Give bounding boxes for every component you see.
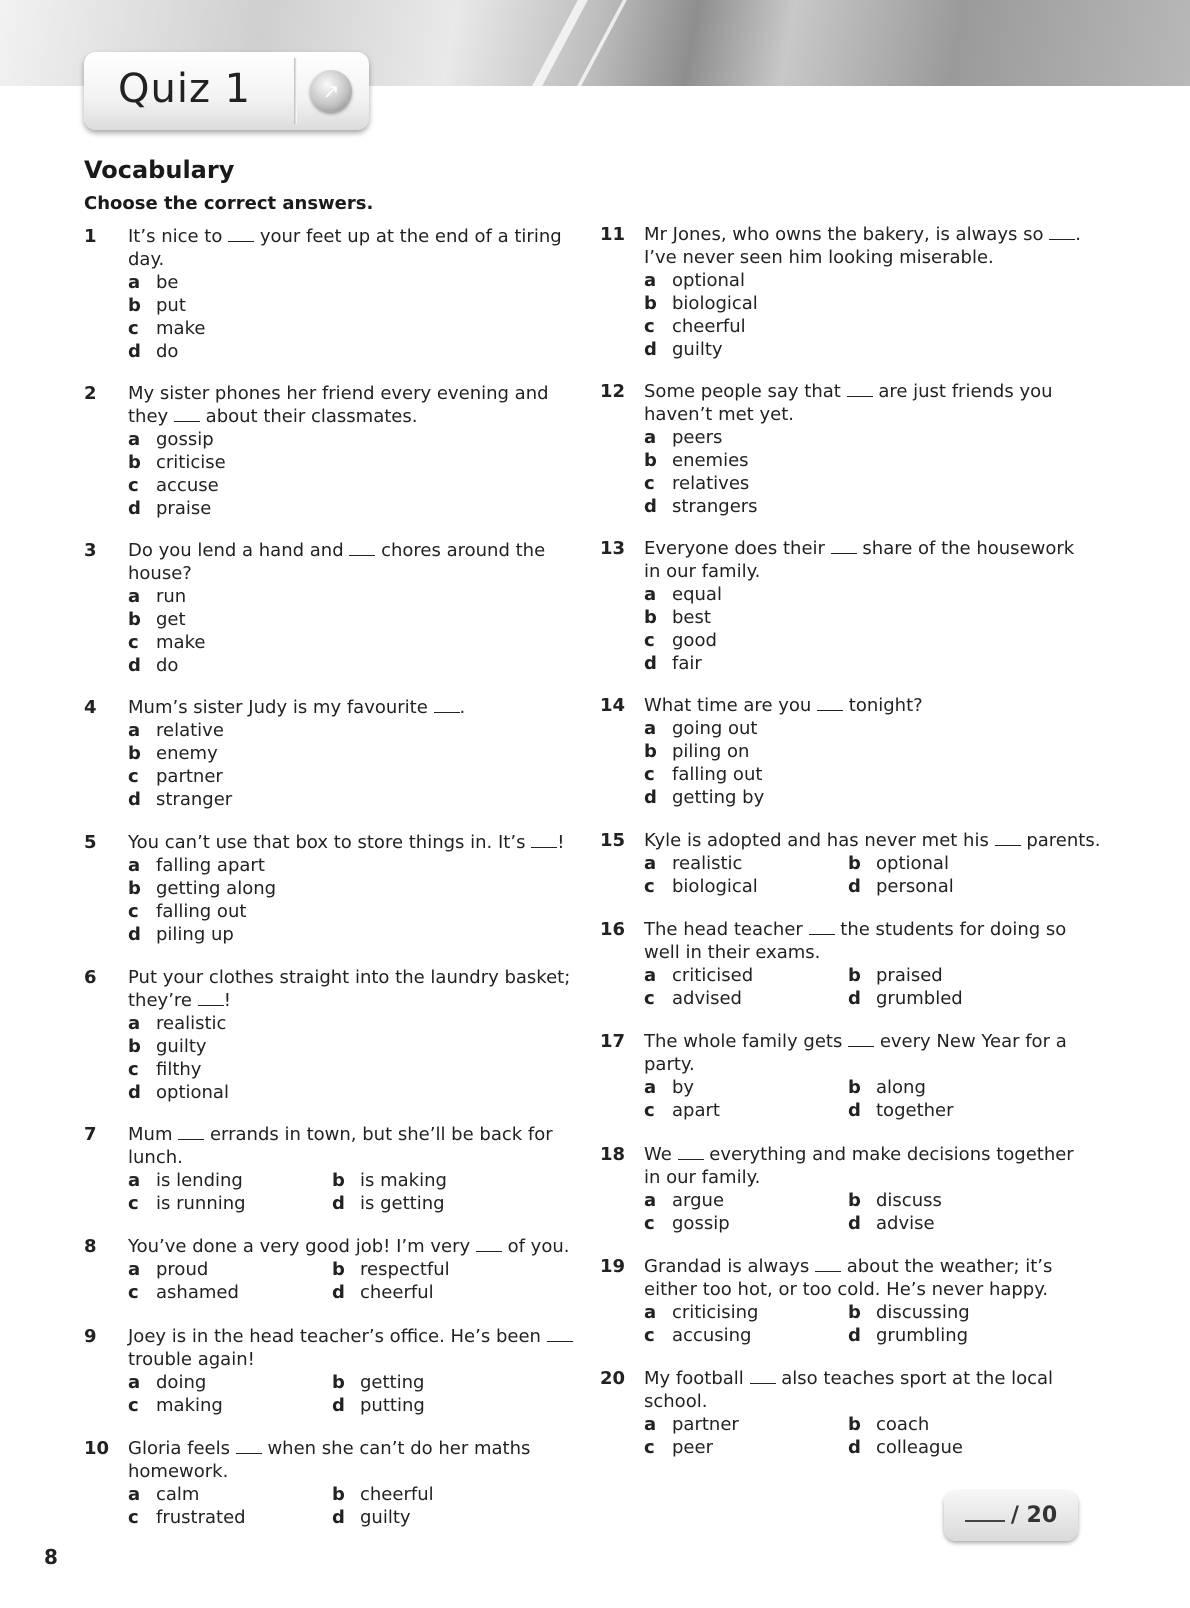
option-letter: a [644,584,657,605]
option-text: guilty [156,1036,207,1057]
option-letter: c [644,764,655,785]
option-letter: b [644,607,657,628]
option-text: falling out [672,764,763,785]
question-text [644,380,1094,426]
answer-blank [349,541,375,556]
option-letter: a [644,427,657,448]
option-letter: c [644,988,655,1009]
answer-blank [1049,225,1075,240]
banner-light-streak [577,0,627,86]
option-letter: b [848,1077,861,1098]
question-text-before: Kyle is adopted and has never met his [644,830,989,851]
option-text: getting [360,1372,425,1393]
question-number: 7 [84,1124,97,1145]
option-text: cheerful [360,1282,434,1303]
question-number: 20 [600,1368,626,1389]
option-text: discuss [876,1190,942,1211]
answer-blank [831,539,857,554]
question-text [128,539,568,585]
answer-blank [178,1125,204,1140]
question-text-after: tonight? [848,695,923,716]
question-text-before: Put your clothes straight into the laundry basket; they’re [128,967,571,1011]
option-letter: c [128,1507,139,1528]
option-letter: a [128,1372,141,1393]
option-text: is getting [360,1193,445,1214]
option-text: criticise [156,452,226,473]
section-title: Vocabulary [84,156,235,184]
question-text [128,966,598,1012]
option-letter: b [332,1170,345,1191]
option-letter: c [128,632,139,653]
option-text: peers [672,427,723,448]
question-number: 17 [600,1031,626,1052]
option-letter: a [128,1170,141,1191]
question-text-after: every New Year for a party. [644,1031,1067,1075]
option-text: guilty [672,339,723,360]
option-letter: a [644,718,657,739]
question-text [128,831,598,854]
option-letter: c [644,473,655,494]
option-letter: d [332,1193,345,1214]
quiz-title: Quiz 1 [118,66,252,112]
question-number: 14 [600,695,626,716]
option-text: colleague [876,1437,963,1458]
question-text-after: chores around the house? [128,540,546,584]
question-text-after: about the weather; it’s either too hot, or too cold. He’s never happy. [644,1256,1053,1300]
option-text: is running [156,1193,246,1214]
option-text: praised [876,965,943,986]
question-text-after: ! [223,990,231,1011]
option-text: good [672,630,717,651]
option-text: grumbling [876,1325,969,1346]
option-letter: b [332,1372,345,1393]
answer-blank [848,1032,874,1047]
answer-blank [809,920,835,935]
question-text [644,694,1094,717]
option-letter: d [128,341,141,362]
option-letter: c [128,1395,139,1416]
question-text-before: Mr Jones, who owns the bakery, is always so [644,224,1044,245]
answer-blank [476,1237,502,1252]
option-letter: d [644,787,657,808]
option-letter: d [128,498,141,519]
option-text: calm [156,1484,200,1505]
option-text: advise [876,1213,935,1234]
option-letter: c [128,766,139,787]
option-letter: a [128,855,141,876]
option-letter: b [128,743,141,764]
option-letter: b [332,1259,345,1280]
option-text: run [156,586,187,607]
question-text-before: The head teacher [644,919,803,940]
option-letter: c [644,1213,655,1234]
option-text: by [672,1077,695,1098]
option-text: make [156,632,206,653]
question-text [644,223,1094,269]
option-text: along [876,1077,926,1098]
option-letter: b [332,1484,345,1505]
answer-blank [678,1145,704,1160]
option-letter: b [644,293,657,314]
question-text-after: . I’ve never seen him looking miserable. [644,224,1081,268]
option-letter: b [128,1036,141,1057]
question-text-before: Do you lend a hand and [128,540,344,561]
quiz-title-tab [84,52,369,130]
option-text: stranger [156,789,233,810]
question-number: 2 [84,383,97,404]
question-text-before: Grandad is always [644,1256,810,1277]
option-text: argue [672,1190,725,1211]
option-letter: b [128,295,141,316]
option-letter: a [128,429,141,450]
option-text: relatives [672,473,750,494]
question-number: 16 [600,919,626,940]
question-text-after: of you. [507,1236,570,1257]
option-letter: c [644,1325,655,1346]
option-letter: a [644,1190,657,1211]
option-letter: d [332,1282,345,1303]
question-text [644,918,1094,964]
option-letter: a [128,1259,141,1280]
question-text-after: ! [557,832,565,853]
option-text: is making [360,1170,447,1191]
option-letter: a [128,272,141,293]
option-text: getting along [156,878,277,899]
question-number: 13 [600,538,626,559]
option-text: optional [876,853,949,874]
question-text-before: Gloria feels [128,1438,230,1459]
option-letter: b [128,609,141,630]
option-text: gossip [156,429,214,450]
option-letter: c [644,630,655,651]
tab-divider [294,58,297,124]
option-letter: a [128,1484,141,1505]
option-letter: d [128,655,141,676]
question-text-before: You’ve done a very good job! I’m very [128,1236,471,1257]
question-number: 10 [84,1438,110,1459]
question-text [644,1030,1094,1076]
option-text: equal [672,584,722,605]
option-text: cheerful [360,1484,434,1505]
question-text-after: share of the housework in our family. [644,538,1075,582]
option-letter: b [848,965,861,986]
option-letter: d [848,876,861,897]
option-letter: d [644,496,657,517]
page-number: 8 [44,1545,58,1569]
question-number: 8 [84,1236,97,1257]
option-text: respectful [360,1259,450,1280]
score-total: / 20 [1010,1503,1058,1528]
option-letter: b [848,853,861,874]
option-text: personal [876,876,954,897]
option-letter: d [128,789,141,810]
option-text: partner [156,766,223,787]
option-text: peer [672,1437,713,1458]
option-letter: c [644,1100,655,1121]
option-text: accusing [672,1325,752,1346]
option-text: realistic [156,1013,227,1034]
question-text [128,382,568,428]
question-text-before: Joey is in the head teacher’s office. He’s been [128,1326,541,1347]
question-text [128,1437,568,1483]
option-letter: a [128,720,141,741]
answer-blank [547,1327,573,1342]
option-text: falling apart [156,855,265,876]
option-text: be [156,272,179,293]
question-text-before: It’s nice to [128,226,223,247]
option-letter: a [644,270,657,291]
option-text: enemy [156,743,218,764]
answer-blank [236,1439,262,1454]
question-number: 1 [84,226,97,247]
option-text: fair [672,653,702,674]
option-text: do [156,341,179,362]
answer-blank [750,1369,776,1384]
option-text: relative [156,720,224,741]
option-letter: c [128,901,139,922]
question-number: 5 [84,832,97,853]
option-letter: d [848,1325,861,1346]
option-text: piling on [672,741,750,762]
question-text [644,1367,1094,1413]
question-text-after: are just friends you haven’t met yet. [644,381,1053,425]
option-text: grumbled [876,988,963,1009]
answer-blank [817,696,843,711]
option-text: getting by [672,787,765,808]
option-text: going out [672,718,758,739]
question-number: 3 [84,540,97,561]
arrow-circle-icon: ↗ [310,70,352,112]
score-box [944,1491,1078,1541]
option-letter: d [332,1395,345,1416]
option-letter: b [644,741,657,762]
question-text-before: Some people say that [644,381,841,402]
option-letter: a [644,1414,657,1435]
option-letter: c [128,475,139,496]
option-text: coach [876,1414,930,1435]
question-text-after: when she can’t do her maths homework. [128,1438,531,1482]
option-text: falling out [156,901,247,922]
question-text-before: The whole family gets [644,1031,843,1052]
question-text-after: parents. [1026,830,1101,851]
question-text [644,537,1094,583]
question-number: 4 [84,697,97,718]
option-letter: c [644,1437,655,1458]
option-text: get [156,609,186,630]
question-text-before: Mum [128,1124,173,1145]
question-number: 11 [600,224,626,245]
option-text: make [156,318,206,339]
option-text: biological [672,293,758,314]
question-text-before: My sister phones her friend every evening and they [128,383,549,427]
option-text: criticising [672,1302,759,1323]
option-letter: d [848,1437,861,1458]
option-text: optional [672,270,745,291]
option-letter: d [848,1213,861,1234]
question-text-after: the students for doing so well in their exams. [644,919,1067,963]
option-text: piling up [156,924,234,945]
option-letter: a [644,1077,657,1098]
question-text [128,1235,598,1258]
answer-blank [198,991,224,1006]
option-text: praise [156,498,212,519]
score-blank[interactable] [965,1502,1005,1522]
option-letter: b [128,878,141,899]
option-letter: d [644,339,657,360]
option-text: put [156,295,186,316]
question-text-after: also teaches sport at the local school. [644,1368,1054,1412]
question-text-after: about their classmates. [205,406,418,427]
option-letter: c [128,318,139,339]
option-letter: a [128,1013,141,1034]
option-letter: d [332,1507,345,1528]
option-text: optional [156,1082,229,1103]
question-text-after: errands in town, but she’ll be back for lunch. [128,1124,553,1168]
option-letter: b [848,1190,861,1211]
question-text [644,1143,1094,1189]
option-letter: a [644,1302,657,1323]
option-text: do [156,655,179,676]
option-letter: c [128,1282,139,1303]
option-text: partner [672,1414,739,1435]
option-letter: c [644,876,655,897]
option-letter: c [644,316,655,337]
option-text: discussing [876,1302,970,1323]
question-text [644,1255,1094,1301]
option-text: putting [360,1395,425,1416]
question-number: 12 [600,381,626,402]
question-text [644,829,1124,852]
question-number: 9 [84,1326,97,1347]
option-text: proud [156,1259,209,1280]
option-letter: c [128,1193,139,1214]
option-text: enemies [672,450,749,471]
question-text [128,696,568,719]
option-text: is lending [156,1170,243,1191]
option-text: apart [672,1100,720,1121]
option-letter: d [128,1082,141,1103]
question-text [128,1123,568,1169]
option-text: together [876,1100,954,1121]
option-letter: b [644,450,657,471]
option-text: advised [672,988,742,1009]
question-text [128,225,568,271]
answer-blank [434,698,460,713]
answer-blank [995,831,1021,846]
question-number: 19 [600,1256,626,1277]
question-text-before: Everyone does their [644,538,825,559]
question-text-after: your feet up at the end of a tiring day. [128,226,562,270]
question-number: 15 [600,830,626,851]
question-text-before: My football [644,1368,744,1389]
option-letter: c [128,1059,139,1080]
question-text-before: Mum’s sister Judy is my favourite [128,697,428,718]
option-letter: b [128,452,141,473]
option-text: frustrated [156,1507,246,1528]
question-text-after: trouble again! [128,1349,255,1370]
answer-blank [531,833,557,848]
option-text: ashamed [156,1282,239,1303]
question-text-before: We [644,1144,672,1165]
banner-light-streak [532,0,588,86]
answer-blank [174,407,200,422]
option-letter: a [128,586,141,607]
option-text: strangers [672,496,758,517]
option-letter: a [644,853,657,874]
option-letter: a [644,965,657,986]
option-letter: d [128,924,141,945]
option-letter: d [848,1100,861,1121]
question-number: 6 [84,967,97,988]
question-number: 18 [600,1144,626,1165]
option-text: accuse [156,475,219,496]
answer-blank [815,1257,841,1272]
question-text-before: What time are you [644,695,812,716]
question-text-before: You can’t use that box to store things in. It’s [128,832,526,853]
option-text: filthy [156,1059,202,1080]
option-letter: b [848,1414,861,1435]
instruction: Choose the correct answers. [84,193,374,214]
option-text: cheerful [672,316,746,337]
question-text-after: everything and make decisions together in our family. [644,1144,1074,1188]
option-text: gossip [672,1213,730,1234]
option-text: doing [156,1372,207,1393]
answer-blank [847,382,873,397]
question-text-after: . [459,697,466,718]
option-letter: b [848,1302,861,1323]
option-text: making [156,1395,223,1416]
option-text: criticised [672,965,754,986]
option-letter: d [644,653,657,674]
answer-blank [228,227,254,242]
option-text: biological [672,876,758,897]
option-text: best [672,607,711,628]
option-text: guilty [360,1507,411,1528]
option-letter: d [848,988,861,1009]
question-text [128,1325,598,1371]
option-text: realistic [672,853,743,874]
